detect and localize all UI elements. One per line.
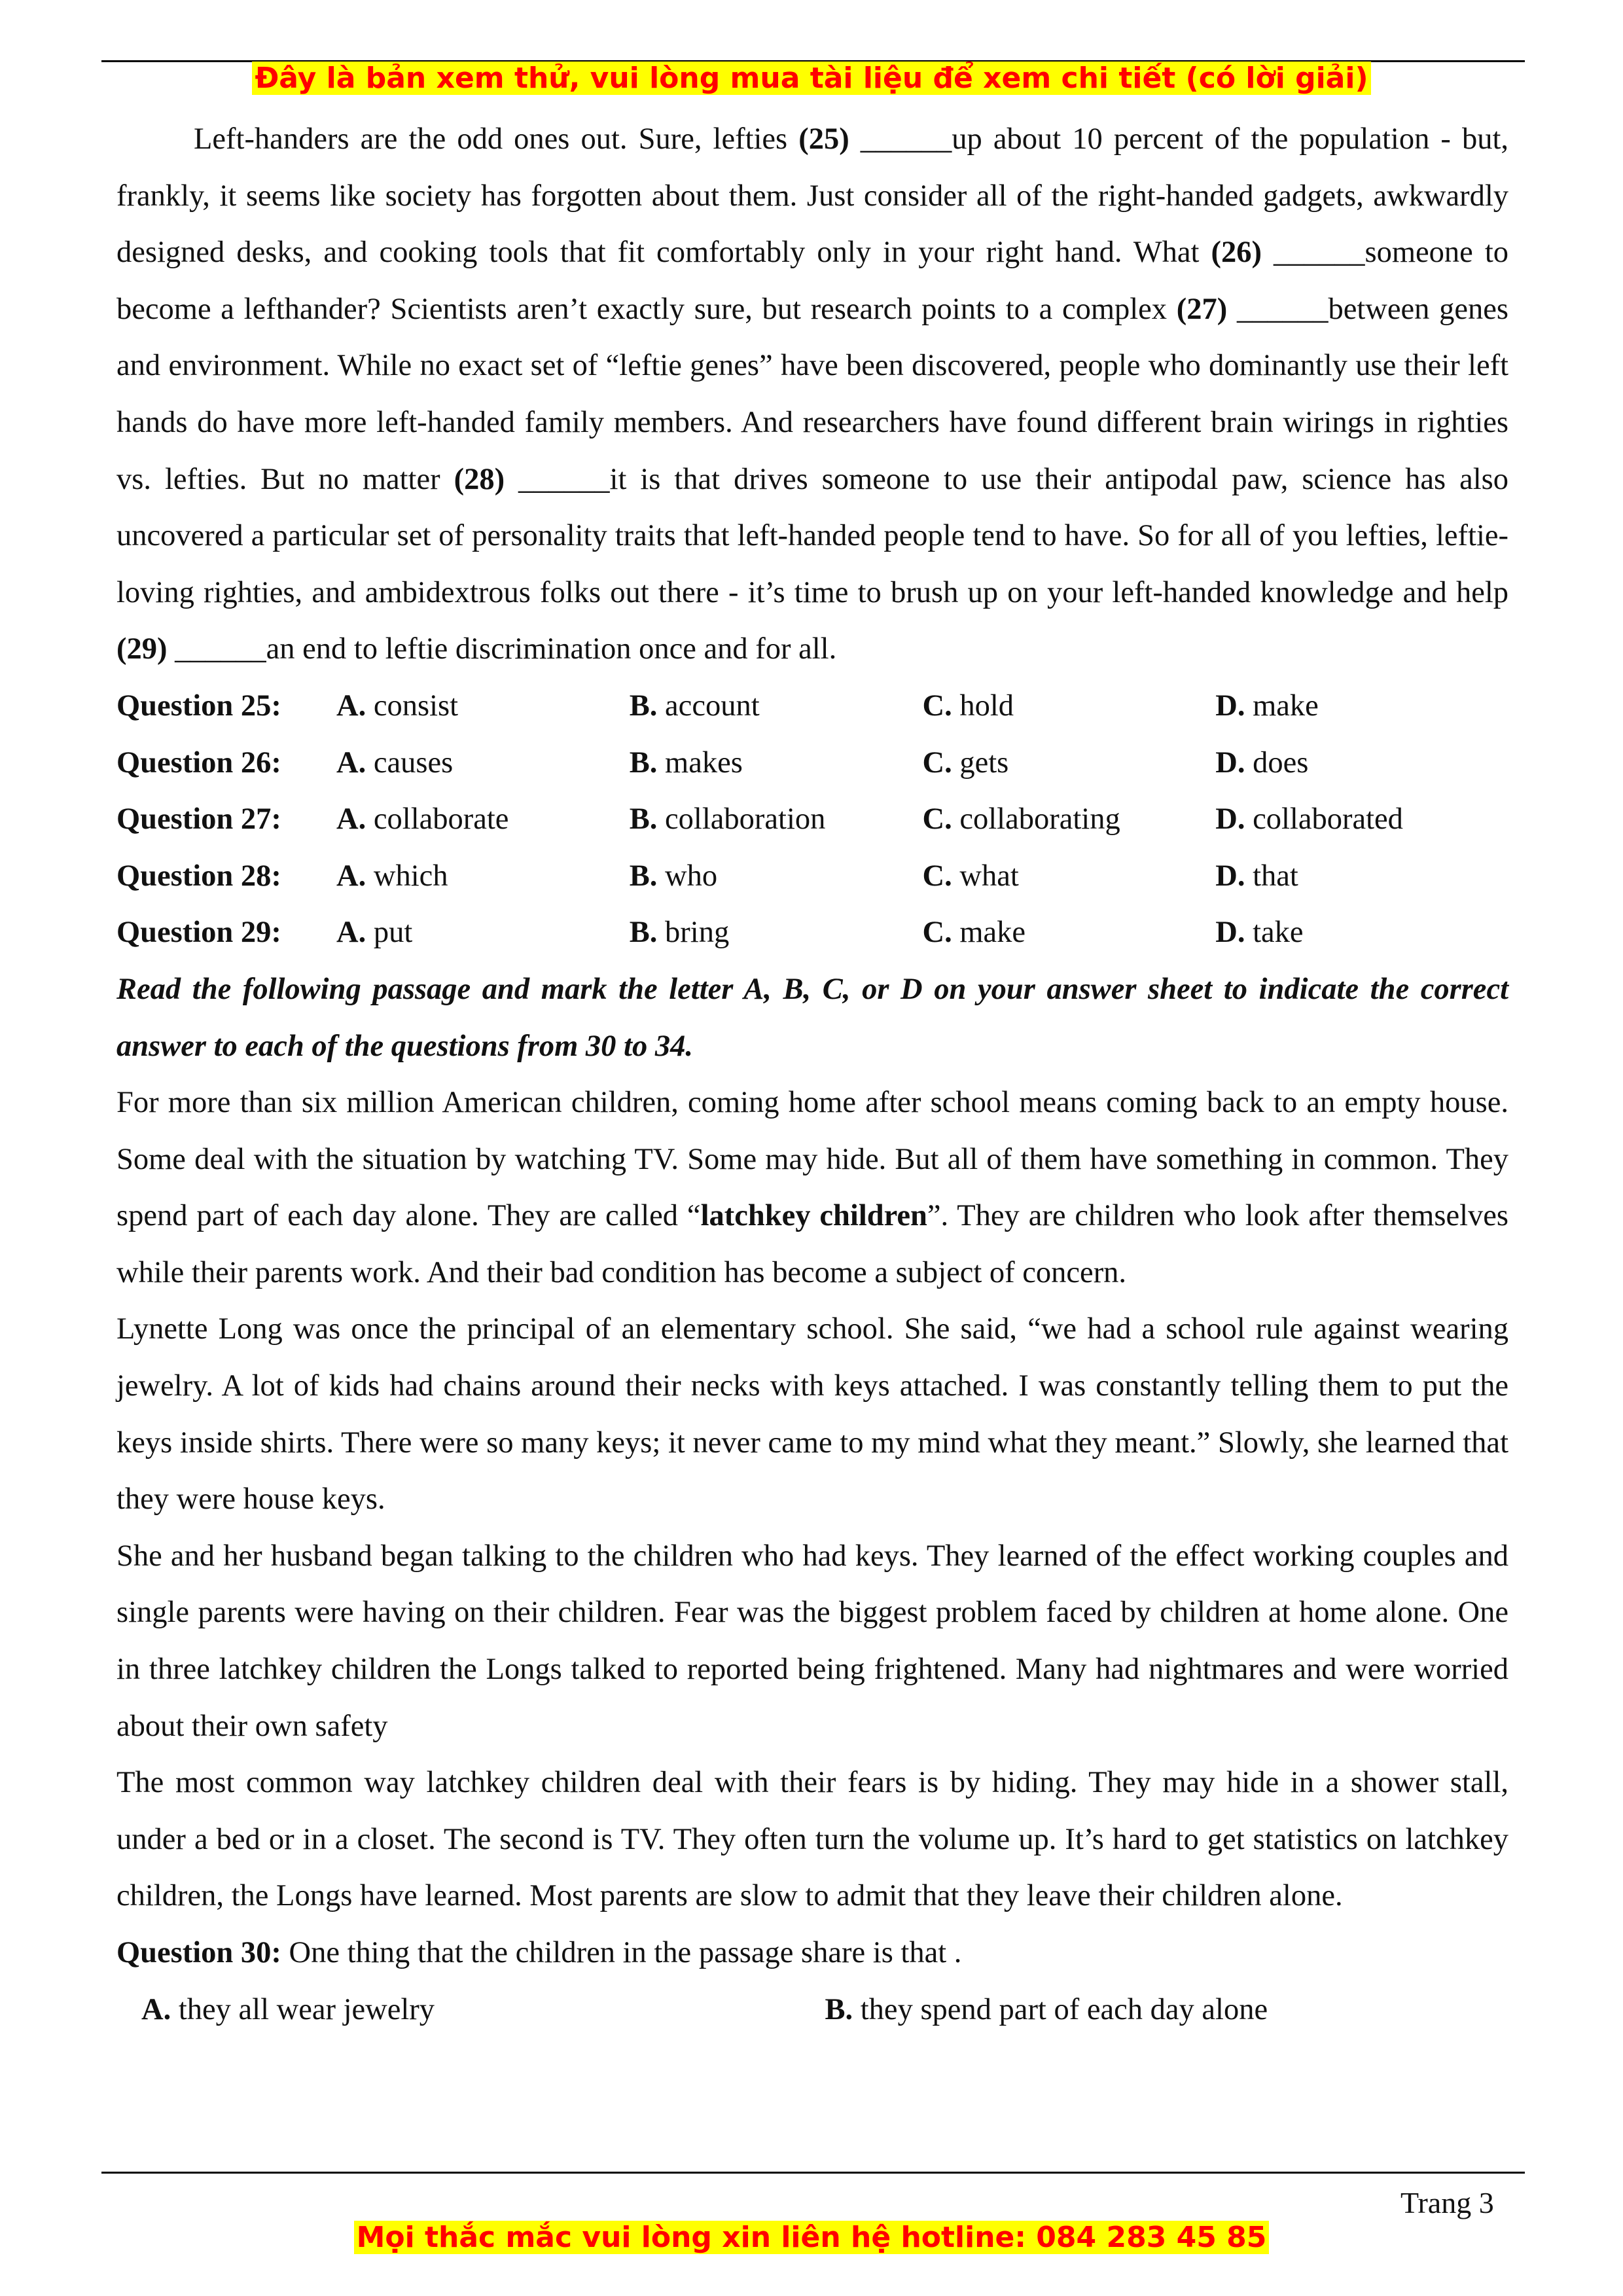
question-label: Question 27: xyxy=(116,802,281,836)
option-d[interactable]: D. collaborated xyxy=(1215,802,1403,836)
option-a[interactable]: A. they all wear jewelry xyxy=(141,1992,435,2026)
page-content xyxy=(116,111,1508,2038)
option-b[interactable]: B. collaboration xyxy=(629,802,826,836)
option-b[interactable]: B. they spend part of each day alone xyxy=(825,1992,1268,2026)
passage-text: ______an end to leftie discrimination once and for all. xyxy=(167,632,837,666)
passage-text: ______someone to become a lefthander? Scientists aren’t exactly sure, but research points to a complex xyxy=(116,236,1509,326)
option-d[interactable]: D. does xyxy=(1215,745,1309,780)
key-term: latchkey children xyxy=(700,1199,927,1233)
question-label: Question 25: xyxy=(116,689,281,723)
passage2-paragraph-2: Lynette Long was once the principal of an elementary school. She said, “we had a school rule against wearing jewelry. A lot of kids had chains around their necks with keys attached. I was constantly telling them to put the keys inside shirts. There were so many keys; it never came to my mind what they meant.” Slowly, she learned that they were house keys. xyxy=(116,1312,1508,1516)
blank-number-26: (26) xyxy=(1211,236,1262,270)
passage-text: ______up about 10 percent of the population - but, frankly, it seems like society has forgotten about them. Just consider all of the right-handed gadgets, awkwardly designed desks, and cooking tools that fit comfortably only in your right hand. What xyxy=(116,122,1508,270)
question-label: Question 26: xyxy=(116,745,281,780)
question-row-28 xyxy=(116,848,1508,905)
blank-number-28: (28) xyxy=(454,462,505,496)
passage2-paragraph-4: The most common way latchkey children deal with their fears is by hiding. They may hide in a shower stall, under a bed or in a closet. The second is TV. They often turn the volume up. It’s hard to get statistics on latchkey children, the Longs have learned. Most parents are slow to admit that they leave their children alone. xyxy=(116,1766,1508,1913)
option-c[interactable]: C. collaborating xyxy=(922,802,1120,836)
passage-text: ______between genes and environment. While no exact set of “leftie genes” have been discovered, people who dominantly use their left hands do have more left-handed family members. And researchers have found different brain wirings in righties vs. lefties. But no matter xyxy=(116,292,1508,496)
option-b[interactable]: B. account xyxy=(629,689,760,723)
passage-text: ______it is that drives someone to use their antipodal paw, science has also uncovered a particular set of personality traits that left-handed people tend to have. So for all of you lefties, leftie-loving righties, and ambidextrous folks out there - it’s time to brush up on your left-handed knowledge and help xyxy=(116,462,1509,609)
option-b[interactable]: B. bring xyxy=(629,916,730,950)
question-row-27 xyxy=(116,791,1508,848)
preview-banner xyxy=(0,61,1623,96)
option-a[interactable]: A. collaborate xyxy=(336,802,509,836)
option-d[interactable]: D. make xyxy=(1215,689,1319,723)
question-row-25 xyxy=(116,678,1508,735)
hotline-banner xyxy=(0,2220,1623,2255)
passage-text: Left-handers are the odd ones out. Sure, lefties xyxy=(194,122,799,156)
blank-number-29: (29) xyxy=(116,632,168,666)
question-label: Question 28: xyxy=(116,859,281,893)
section-instruction: Read the following passage and mark the letter A, B, C, or D on your answer sheet to indicate the correct answer to each of the questions from 30 to 34. xyxy=(116,972,1508,1063)
option-a[interactable]: A. consist xyxy=(336,689,459,723)
passage2-paragraph-1: For more than six million American children, coming home after school means coming back to an empty house. Some deal with the situation by watching TV. Some may hide. But all of them have something in common. They spend part of each day alone. They are called “latchkey children”. They are children who look after themselves while their parents work. And their bad condition has become a subject of concern. xyxy=(116,1086,1508,1289)
option-a[interactable]: A. causes xyxy=(336,745,454,780)
option-c[interactable]: C. gets xyxy=(922,745,1009,780)
question-row-26 xyxy=(116,735,1508,792)
blank-number-27: (27) xyxy=(1176,292,1228,326)
option-d[interactable]: D. that xyxy=(1215,859,1298,893)
option-c[interactable]: C. hold xyxy=(922,689,1014,723)
question-30-options xyxy=(116,1982,1508,2039)
option-a[interactable]: A. which xyxy=(336,859,448,893)
question-row-29 xyxy=(116,905,1508,961)
option-c[interactable]: C. what xyxy=(922,859,1019,893)
blank-number-25: (25) xyxy=(798,122,849,156)
bottom-rule xyxy=(101,2172,1525,2174)
passage2-paragraph-3: She and her husband began talking to the children who had keys. They learned of the effect working couples and single parents were having on their children. Fear was the biggest problem faced by children at home alone. One in three latchkey children the Longs talked to reported being frightened. Many had nightmares and were worried about their own safety xyxy=(116,1539,1508,1743)
hotline-banner-text: Mọi thắc mắc vui lòng xin liên hệ hotline: 084 283 45 85 xyxy=(354,2221,1270,2254)
question-stem: One thing that the children in the passage share is that . xyxy=(281,1936,962,1969)
option-d[interactable]: D. take xyxy=(1215,916,1304,950)
option-b[interactable]: B. makes xyxy=(629,745,743,780)
passage1-paragraph xyxy=(116,111,1508,678)
option-a[interactable]: A. put xyxy=(336,916,413,950)
question-label: Question 29: xyxy=(116,916,281,950)
option-b[interactable]: B. who xyxy=(629,859,718,893)
option-c[interactable]: C. make xyxy=(922,916,1026,950)
question-label: Question 30: xyxy=(116,1936,281,1969)
question-30 xyxy=(116,1925,1508,1982)
preview-banner-text: Đây là bản xem thử, vui lòng mua tài liệu để xem chi tiết (có lời giải) xyxy=(252,62,1370,95)
page-number: Trang 3 xyxy=(1400,2186,1494,2219)
